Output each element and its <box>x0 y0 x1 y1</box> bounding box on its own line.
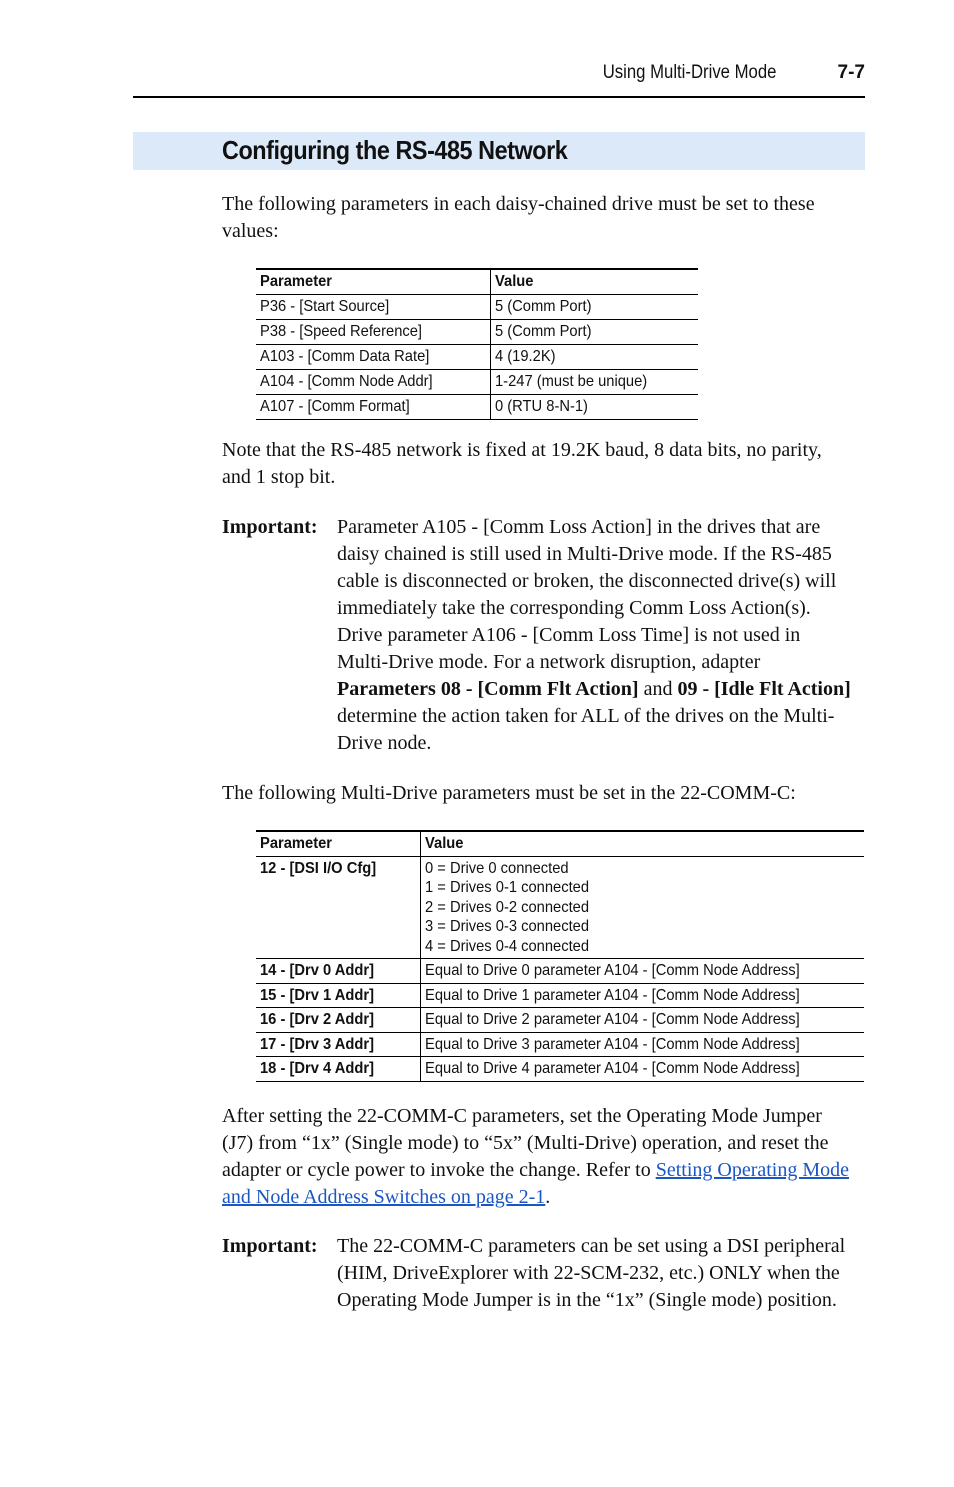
column-header-parameter: Parameter <box>256 269 490 295</box>
value-cell: Equal to Drive 3 parameter A104 - [Comm Node Address] <box>420 1032 864 1057</box>
table-row <box>256 345 698 370</box>
page-number: 7-7 <box>837 62 865 83</box>
value-cell: Equal to Drive 0 parameter A104 - [Comm Node Address] <box>420 959 864 984</box>
section-heading-band <box>133 132 865 170</box>
table-header-row <box>256 269 698 295</box>
multi-drive-parameters-table <box>256 830 864 1082</box>
table-row <box>256 1057 864 1082</box>
value-cell: Equal to Drive 2 parameter A104 - [Comm Node Address] <box>420 1008 864 1033</box>
parameter-cell: P38 - [Speed Reference] <box>256 320 490 345</box>
header-title: Using Multi-Drive Mode <box>602 62 776 83</box>
note-paragraph: Note that the RS-485 network is fixed at 19.2K baud, 8 data bits, no parity, and 1 stop bit. <box>222 439 822 488</box>
table-row <box>256 370 698 395</box>
important-label: Important: <box>222 516 318 538</box>
column-header-value: Value <box>420 831 864 856</box>
value-cell: 1-247 (must be unique) <box>490 370 698 395</box>
column-header-value: Value <box>490 269 698 295</box>
dsi-value-line: 0 = Drive 0 connected <box>424 859 569 877</box>
parameter-cell: 16 - [Drv 2 Addr] <box>256 1008 420 1033</box>
page-reference-link[interactable]: Setting Operating Mode and Node Address Switches on page 2-1 <box>222 1159 850 1208</box>
value-cell: 5 (Comm Port) <box>490 295 698 320</box>
value-cell: Equal to Drive 4 parameter A104 - [Comm Node Address] <box>420 1057 864 1082</box>
table-row <box>256 959 864 984</box>
table-row <box>256 1032 864 1057</box>
value-cell: Equal to Drive 1 parameter A104 - [Comm Node Address] <box>420 983 864 1008</box>
parameter-cell: P36 - [Start Source] <box>256 295 490 320</box>
important-label: Important: <box>222 1235 318 1257</box>
table-row <box>256 983 864 1008</box>
important-text: Parameter A105 - [Comm Loss Action] in the drives that are daisy chained is still used in Multi-Drive mode. If the RS-485 cable is disconnected or broken, the disconnected drive(s) will immediately take the corresponding Comm Loss Action(s). Drive parameter A106 - [Comm Loss Time] is not used in Multi-Drive mode. For a network disruption, adapter Parameters 08 - [Comm Flt Action] and 09 - [Idle Flt Action] determine the action taken for ALL of the drives on the Multi-Drive node. <box>337 516 851 754</box>
parameter-cell: 18 - [Drv 4 Addr] <box>256 1057 420 1082</box>
bold-parameter-09: 09 - [Idle Flt Action] <box>677 678 851 700</box>
intro2-paragraph: The following Multi-Drive parameters must be set in the 22-COMM-C: <box>222 782 796 804</box>
bold-parameter-08: Parameters 08 - [Comm Flt Action] <box>337 678 639 700</box>
dsi-value-line: 3 = Drives 0-3 connected <box>424 918 589 935</box>
important-text: The 22-COMM-C parameters can be set using a DSI peripheral (HIM, DriveExplorer with 22-SCM-232, etc.) ONLY when the Operating Mode Jumper is in the “1x” (Single mode) position. <box>337 1235 846 1311</box>
table-header-row <box>256 831 864 856</box>
value-cell: 5 (Comm Port) <box>490 320 698 345</box>
parameter-cell: A107 - [Comm Format] <box>256 395 490 420</box>
dsi-value-line: 1 = Drives 0-1 connected <box>424 879 589 896</box>
table-row <box>256 395 698 420</box>
parameter-cell: 12 - [DSI I/O Cfg] <box>256 856 420 959</box>
parameter-cell: 15 - [Drv 1 Addr] <box>256 983 420 1008</box>
page-header <box>133 62 865 88</box>
intro-paragraph: The following parameters in each daisy-chained drive must be set to these values: <box>222 193 815 242</box>
header-rule <box>133 96 865 98</box>
after-paragraph: After setting the 22-COMM-C parameters, set the Operating Mode Jumper (J7) from “1x” (Single mode) to “5x” (Multi-Drive) operation, and reset the adapter or cycle power to invoke the change. Refer to Setting Operating Mode and Node Address Switches on page 2-1. <box>222 1105 850 1208</box>
value-cell: 0 (RTU 8-N-1) <box>490 395 698 420</box>
table-row <box>256 295 698 320</box>
dsi-value-line: 4 = Drives 0-4 connected <box>424 937 589 955</box>
column-header-parameter: Parameter <box>256 831 420 856</box>
section-title: Configuring the RS-485 Network <box>222 135 568 165</box>
table-row <box>256 320 698 345</box>
parameter-cell: 17 - [Drv 3 Addr] <box>256 1032 420 1057</box>
parameter-cell: A103 - [Comm Data Rate] <box>256 345 490 370</box>
table-row <box>256 856 864 959</box>
value-cell: 4 (19.2K) <box>490 345 698 370</box>
value-cell <box>420 856 864 959</box>
table-row <box>256 1008 864 1033</box>
parameter-cell: 14 - [Drv 0 Addr] <box>256 959 420 984</box>
parameter-cell: A104 - [Comm Node Addr] <box>256 370 490 395</box>
dsi-value-line: 2 = Drives 0-2 connected <box>424 898 589 916</box>
drive-parameters-table <box>256 268 698 420</box>
